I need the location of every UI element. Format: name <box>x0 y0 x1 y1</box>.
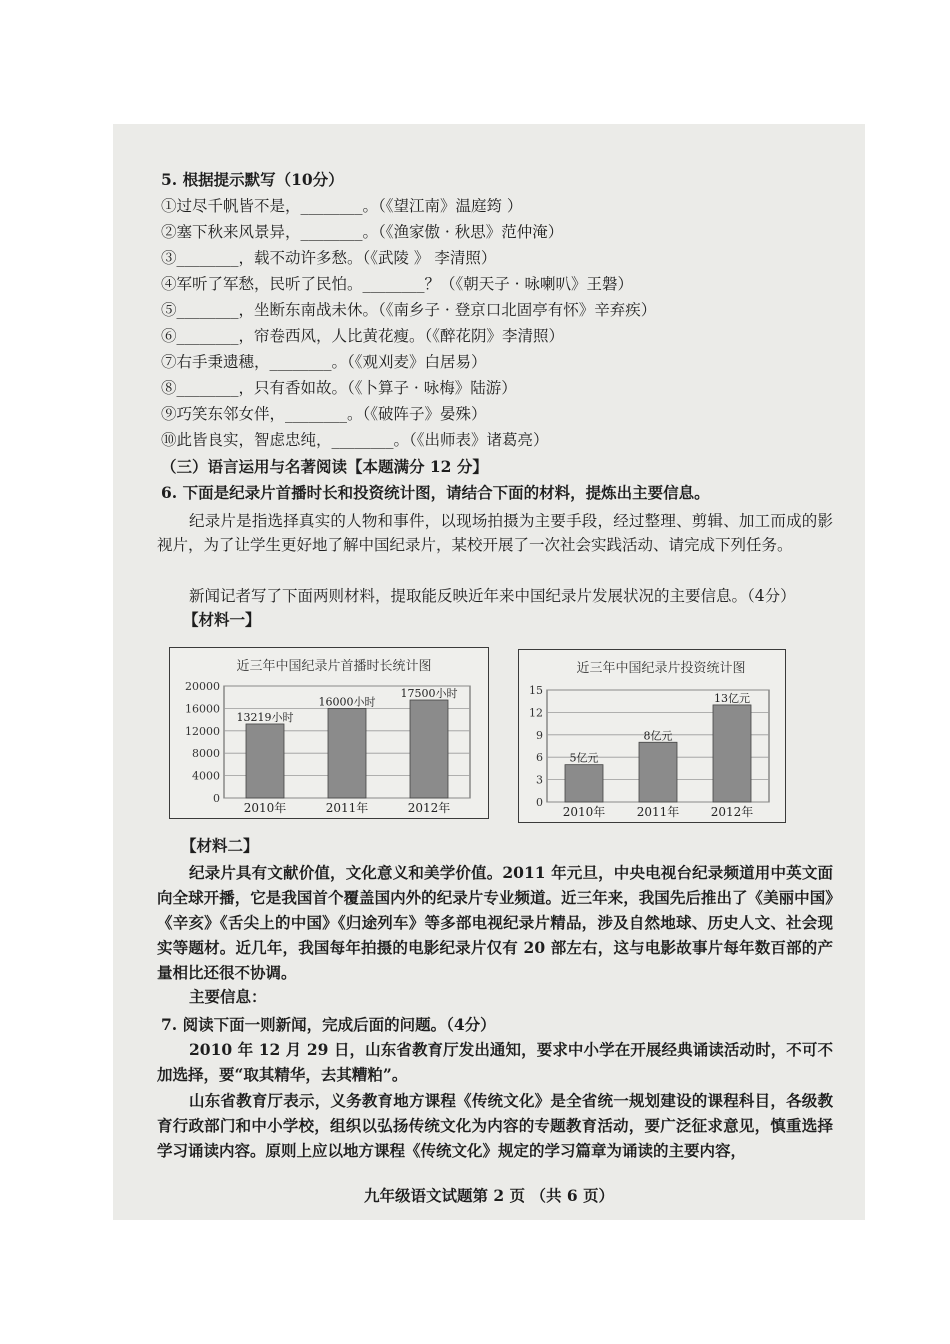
q7-title: 7. 阅读下面一则新闻，完成后面的问题。（4分） <box>161 1015 496 1034</box>
chart-title: 近三年中国纪录片首播时长统计图 <box>236 659 432 674</box>
chart-broadcast-hours-svg <box>170 648 488 818</box>
bar <box>639 742 677 802</box>
data-label: 8亿元 <box>643 729 673 743</box>
x-tick-label: 2012年 <box>407 801 451 815</box>
q7-paragraph-2: 山东省教育厅表示，义务教育地方课程《传统文化》是全省统一规划建设的课程科目，各级教育行政部门和中小学校，组织以弘扬传统文化为内容的专题教育活动，要广泛征求意见，慎重选择学习诵读内容。原则上应以地方课程《传统文化》规定的学习篇章为诵读的主要内容， <box>157 1091 833 1160</box>
page-footer: 九年级语文试题第 2 页 （共 6 页） <box>363 1186 615 1205</box>
y-tick-label: 12000 <box>185 724 220 738</box>
q5-line-8: ⑧________，只有香如故。（《卜算子 · 咏梅》陆游） <box>161 379 517 397</box>
y-tick-label: 12 <box>529 706 543 720</box>
data-label: 13亿元 <box>714 691 750 705</box>
q5-line-1: ①过尽千帆皆不是，________。（《望江南》温庭筠 ） <box>161 197 523 215</box>
y-tick-label: 3 <box>536 773 543 787</box>
q6-title: 6. 下面是纪录片首播时长和投资统计图，请结合下面的材料，提炼出主要信息。 <box>161 483 710 502</box>
bar <box>328 708 366 798</box>
y-tick-label: 8000 <box>192 747 220 761</box>
q5-line-2: ②塞下秋来风景异，________。（《渔家傲 · 秋思》范仲淹） <box>161 223 564 241</box>
chart-investment-svg <box>519 650 785 822</box>
material-2-label: 【材料二】 <box>181 836 259 855</box>
bar <box>246 724 284 798</box>
x-tick-label: 2011年 <box>636 805 680 819</box>
q5-line-4: ④军听了军愁，民听了民怕。________？（《朝天子 · 咏喇叭》王磐） <box>161 275 634 293</box>
q5-line-6: ⑥________，帘卷西风，人比黄花瘦。（《醉花阴》李清照） <box>161 327 565 345</box>
section-3-heading: （三）语言运用与名著阅读【本题满分 12 分】 <box>161 457 488 476</box>
y-tick-label: 4000 <box>192 769 220 783</box>
data-label: 13219小时 <box>236 710 294 724</box>
q5-line-9: ⑨巧笑东邻女伴，________。（《破阵子》晏殊） <box>161 405 487 423</box>
q6-paragraph-1: 纪录片是指选择真实的人物和事件，以现场拍摄为主要手段，经过整理、剪辑、加工而成的影视片，为了让学生更好地了解中国纪录片，某校开展了一次社会实践活动、请完成下列任务。 <box>157 512 833 554</box>
exam-page <box>113 124 865 1220</box>
x-tick-label: 2010年 <box>243 801 287 815</box>
material-1-label: 【材料一】 <box>183 610 261 629</box>
bar <box>410 700 448 798</box>
chart-title: 近三年中国纪录片投资统计图 <box>576 661 746 676</box>
data-label: 17500小时 <box>400 687 458 700</box>
main-info-label: 主要信息： <box>189 987 267 1006</box>
q5-title: 5. 根据提示默写（10分） <box>161 170 344 189</box>
y-tick-label: 15 <box>529 684 543 697</box>
y-tick-label: 0 <box>536 796 543 809</box>
y-tick-label: 16000 <box>185 702 220 716</box>
y-tick-label: 9 <box>536 728 543 742</box>
q5-line-7: ⑦右手秉遗穗，________。（《观刈麦》白居易） <box>161 353 487 371</box>
q5-line-10: ⑩此皆良实，智虑忠纯，________。（《出师表》诸葛亮） <box>161 431 549 449</box>
data-label: 16000小时 <box>318 695 376 709</box>
y-tick-label: 6 <box>536 751 543 765</box>
x-tick-label: 2012年 <box>710 805 754 819</box>
chart-investment <box>518 649 786 823</box>
x-tick-label: 2011年 <box>325 801 369 815</box>
x-tick-label: 2010年 <box>562 805 606 819</box>
bar <box>565 765 603 802</box>
q5-line-5: ⑤________，坐断东南战未休。（《南乡子 · 登京口北固亭有怀》辛弃疾） <box>161 301 657 319</box>
q7-paragraph-1: 2010 年 12 月 29 日，山东省教育厅发出通知，要求中小学在开展经典诵读活动时，不可不加选择，要“取其精华，去其糟粕”。 <box>157 1040 833 1084</box>
y-tick-label: 20000 <box>185 680 220 693</box>
data-label: 5亿元 <box>569 751 599 765</box>
y-tick-label: 0 <box>213 792 220 805</box>
chart-broadcast-hours <box>169 647 489 819</box>
material-2-text: 纪录片具有文献价值，文化意义和美学价值。2011 年元旦，中央电视台纪录频道用中英文面向全球开播，它是我国首个覆盖国内外的纪录片专业频道。近三年来，我国先后推出了《美丽中国》《辛亥》《舌尖上的中国》《归途列车》等多部电视纪录片精品，涉及自然地球、历史人文、社会现实等题材。近几年，我国每年拍摄的电影纪录片仅有 20 部左右，这与电影故事片每年数百部的产量相比还很不协调。 <box>157 863 833 982</box>
q6-paragraph-2: 新闻记者写了下面两则材料，提取能反映近年来中国纪录片发展状况的主要信息。（4分） <box>189 587 796 605</box>
bar <box>713 705 751 802</box>
q5-line-3: ③________，载不动许多愁。（《武陵 》 李清照） <box>161 249 497 267</box>
